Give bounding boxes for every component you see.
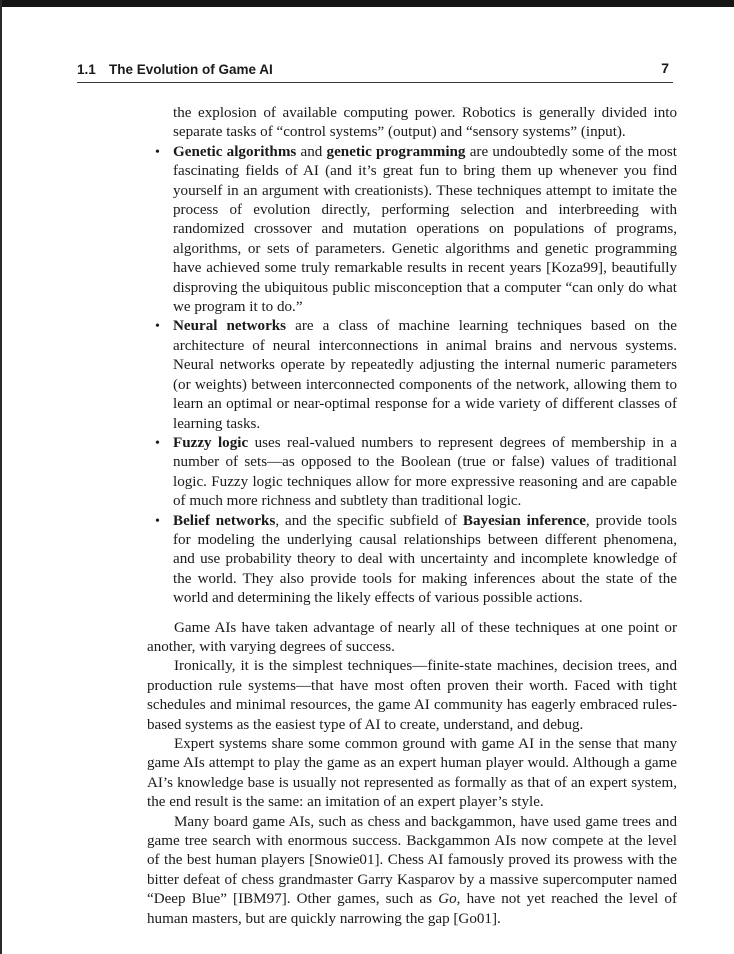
section-number: 1.1 [77,62,96,77]
technique-list [147,104,677,609]
key-term: Belief networks [173,512,276,529]
key-term: genetic programming [326,143,466,160]
continuation-text: the explosion of available computing power. Robotics is generally divided into separate tasks of “control systems” (output) and “sensory systems” (input). [173,105,677,141]
body-paragraph: Ironically, it is the simplest techniques—finite-state machines, decision trees, and production rule systems—that have most often proven their worth. Faced with tight schedules and minimal resources, the game AI community has eagerly embraced rules-based systems as the easiest type of AI to create, understand, and debug. [147,658,677,733]
bullet-icon: • [155,513,160,529]
key-term: Fuzzy logic [173,434,249,451]
running-header [77,60,673,83]
section-title: The Evolution of Game AI [109,62,273,77]
bullet-icon: • [155,435,160,451]
page-body [147,104,677,929]
game-title: Go [438,891,457,908]
body-paragraph: Many board game AIs, such as chess and backgammon, have used game trees and game tree search with enormous success. Backgammon AIs now compete at the level of the best human players [Snowie01]. Chess AI famously proved its prowess with the bitter defeat of chess grandmaster Garry Kasparov by a massive supercomputer named “Deep Blue” [IBM97]. Other games, such as Go, have not yet reached the level of human masters, but are quickly narrowing the gap [Go01]. [147,813,678,927]
page-number: 7 [661,60,669,76]
list-item-text: are a class of machine learning techniques based on the architecture of neural interconnections in animal brains and nervous systems. Neural networks operate by repeatedly adjusting the internal numeric parameters (or weights) between interconnected components of the network, allowing them to learn an optimal or near-optimal response for a wide variety of different classes of learning tasks. [173,318,677,432]
key-term: Genetic algorithms [173,143,297,160]
scan-left-edge [0,0,2,954]
key-term: Bayesian inference [462,512,586,529]
list-item: • Belief networks, and the specific subfield of Bayesian inference, provide tools for modeling the underlying causal relationships between different phenomena, and use probability theory to deal with uncertainty and incomplete knowledge of the world. They also provide tools for making inferences about the state of the world and determining the likely effects of various possible actions. [155,512,677,607]
list-item-text: are undoubtedly some of the most fascinating fields of AI (and it’s great fun to bring them up whenever you find yourself in an argument with creationists). These techniques attempt to imitate the process of evolution directly, performing selection and interbreeding with randomized crossover and mutation operations on populations of programs, algorithms, or sets of parameters. Genetic algorithms and genetic programming have achieved some truly remarkable results in recent years [Koza99], beautifully disproving the ubiquitous public misconception that a computer “can only do what we program it to do.” [173,143,677,316]
list-item-text: uses real-valued numbers to represent degrees of membership in a number of sets—as opposed to the Boolean (true or false) values of traditional logic. Fuzzy logic techniques allow for more expressive reasoning and are capable of much more richness and subtlety than traditional logic. [173,434,678,510]
bullet-icon: • [155,144,160,160]
key-term: Neural networks [173,318,287,335]
list-item [147,434,677,512]
scan-top-shadow [0,0,734,7]
body-paragraph: Game AIs have taken advantage of nearly all of these techniques at one point or another, with varying degrees of success. [147,619,677,655]
list-item-text: , provide tools for modeling the underlying causal relationships between different phenomena, and use probability theory to deal with uncertainty and incomplete knowledge of the world. They also provide tools for making inferences about the state of the world and determining the likely effects of various possible actions. [173,512,677,607]
body-paragraph: Expert systems share some common ground with game AI in the sense that many game AIs attempt to play the game as an expert human player would. Although a game AI’s knowledge base is usually not represented as formally as that of an expert system, the end result is the same: an imitation of an expert player’s style. [147,736,677,811]
list-item: • Genetic algorithms and genetic programming are undoubtedly some of the most fascinating fields of AI (and it’s great fun to bring them up whenever you find yourself in an argument with creationists). These techniques attempt to imitate the process of evolution directly, performing selection and interbreeding with randomized crossover and mutation operations on populations of programs, algorithms, or sets of parameters. Genetic algorithms and genetic programming have achieved some truly remarkable results in recent years [Koza99], beautifully disproving the ubiquitous public misconception that a computer “can only do what we program it to do.” [155,143,677,316]
bullet-icon: • [155,319,160,335]
list-item [147,317,677,433]
